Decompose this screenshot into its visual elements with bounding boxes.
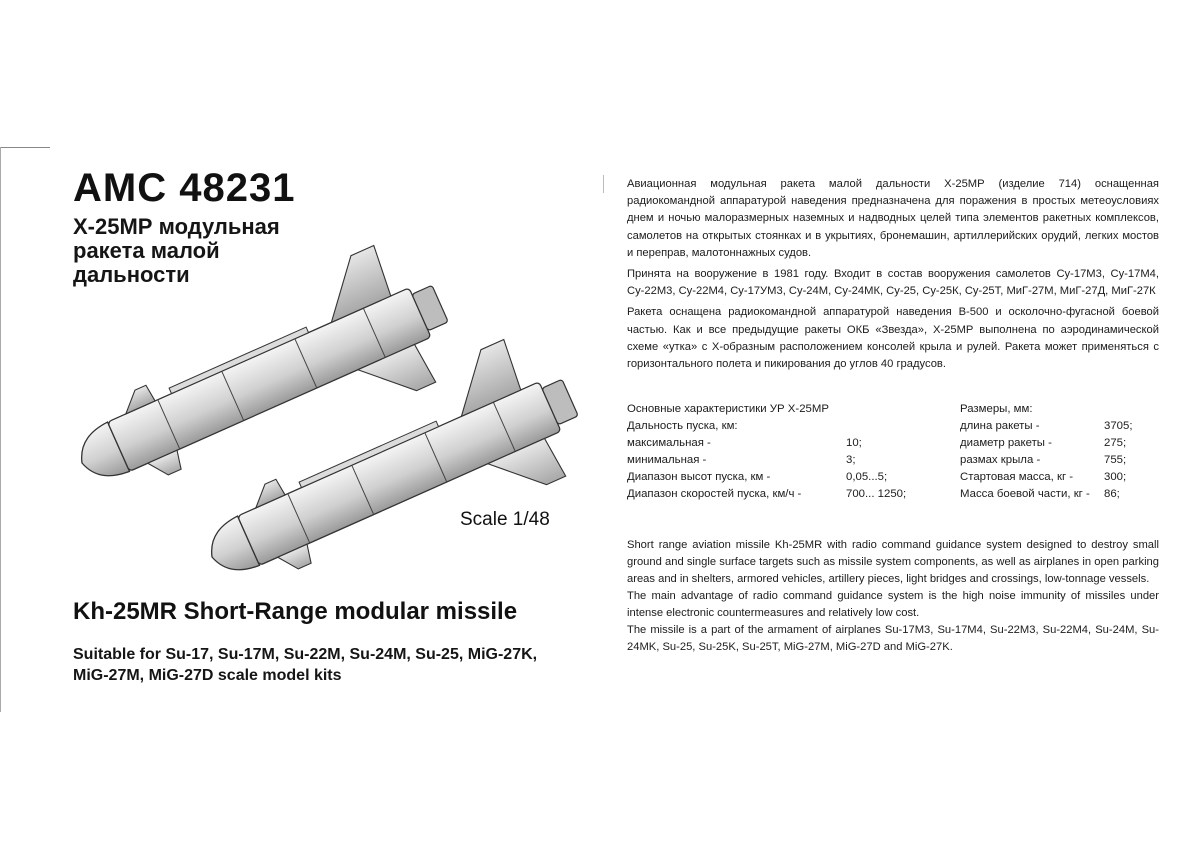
dim-label: диаметр ракеты - [960,437,1052,449]
spec-value: 0,05...5; [846,471,888,483]
divider-tick [603,175,604,193]
missile-body [108,288,431,472]
spec-label: минимальная - [627,454,707,466]
scale-label: Scale 1/48 [460,509,550,530]
english-title: Kh-25MR Short-Range modular missile [73,598,518,625]
dim-value: 86; [1104,488,1120,500]
russian-title-line: Х-25МР модульная [73,214,280,239]
russian-paragraph: Авиационная модульная ракета малой дальности Х-25МР (изделие 714) оснащенная радиокомандной аппаратурой наведения предназначена для поражения в простых метеоусловиях днем и ночью малоразмерных наземных и надводных целей типа элементов ракетных комплексов, самолетов на открытых стоянках и в укрытиях, бронемашин, артиллерийских орудий, легких мостов и переправ, малотоннажных судов. [627,178,1159,259]
dim-label: длина ракеты - [960,420,1040,432]
russian-paragraph: Принята на вооружение в 1981 году. Входит в состав вооружения самолетов Су-17М3, Су-17М4, Су-22М3, Су-22М4, Су-17УМ3, Су-24М, Су-24МК, Су-25, Су-25К, Су-25Т, МиГ-27М, МиГ-27Д, МиГ-27К [627,268,1159,298]
spec-label: Дальность пуска, км: [627,420,738,432]
russian-title-line: ракета малой [73,238,220,263]
spec-label: максимальная - [627,437,711,449]
spec-label: Диапазон высот пуска, км - [627,471,771,483]
frame-line-horizontal [0,147,50,148]
russian-title-line: дальности [73,262,190,287]
spec-value: 700... 1250; [846,488,907,500]
dim-value: 3705; [1104,420,1133,432]
english-paragraph: The main advantage of radio command guidance system is the high noise immunity of missiles under intense electronic countermeasures and relatively low cost. [627,590,1159,619]
suitable-line: MiG-27M, MiG-27D scale model kits [73,667,342,684]
english-description [627,537,1159,656]
frame-line-vertical [0,147,1,712]
russian-description [627,176,1159,377]
dim-label: Масса боевой части, кг - [960,488,1090,500]
spec-value: 10; [846,437,862,449]
dim-label: Стартовая масса, кг - [960,471,1074,483]
dims-header: Размеры, мм: [960,403,1033,415]
dim-value: 300; [1104,471,1127,483]
missile-illustration [70,225,590,585]
dim-value: 755; [1104,454,1127,466]
dim-value: 275; [1104,437,1127,449]
dim-label: размах крыла - [960,454,1041,466]
specs-header: Основные характеристики УР Х-25МР [627,403,829,415]
english-paragraph: Short range aviation missile Kh-25MR with radio command guidance system designed to destroy small ground and single surface targets such as missile system components, as well as airplanes in open parking areas and in shelters, armored vehicles, artillery pieces, light bridges and crossings, low-tonnage vessels. [627,539,1159,585]
spec-label: Диапазон скоростей пуска, км/ч - [627,488,802,500]
missile-body [238,382,561,566]
spec-value: 3; [846,454,856,466]
product-code: AMC 48231 [73,166,296,210]
suitable-kits [73,644,537,686]
suitable-line: Suitable for Su-17, Su-17M, Su-22M, Su-24M, Su-25, MiG-27K, [73,646,538,663]
russian-paragraph: Ракета оснащена радиокомандной аппаратурой наведения В-500 и осколочно-фугасной боевой частью. Как и все предыдущие ракеты ОКБ «Звезда», Х-25МР выполнена по аэродинамической схеме «утка» с Х-образным расположением консолей крыла и рулей. Ракета может применяться с горизонтального полета и пикирования до углов 40 градусов. [627,306,1159,371]
english-paragraph: The missile is a part of the armament of airplanes Su-17M3, Su-17M4, Su-22M3, Su-22M4, Su-24M, Su-24MK, Su-25, Su-25K, Su-25T, MiG-27M, MiG-27D and MiG-27K. [627,624,1159,653]
